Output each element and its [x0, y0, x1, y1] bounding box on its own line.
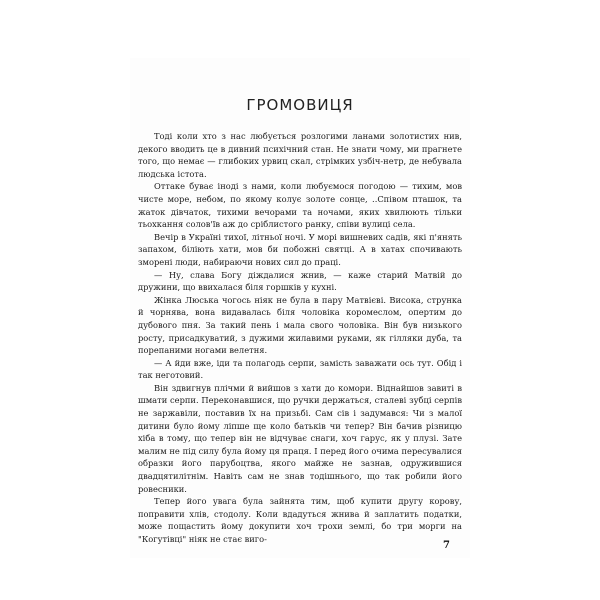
paragraph: — Ну, слава Богу діждалися жнив, — каже старий Матвій до дружини, що ввихалася біля горшків у кухні. — [138, 269, 462, 293]
paragraph: Тоді коли хто з нас любується розлогими ланами золотистих нив, декого вводить це в дивний психічний стан. Не знати чому, ми прагнете того, що немає — глибоких урвиц скал, стрімких узбіч-нетр, де небувала людська істота. — [138, 131, 462, 179]
page-number: 7 — [443, 540, 450, 551]
paragraph: Вечір в Україні тихої, літньої ночі. У морі вишневих садів, які п'янять запахом, біліють хати, мов би побожні святці. А в хатах спочивають зморені люди, набираючи нових сил до праці. — [138, 231, 462, 267]
paragraph: Тепер його увага була зайнята тим, щоб купити другу корову, поправити хлів, стодолу. Коли вдадуться жнива й заплатить податки, може пощастить йому докупити хоч трохи землі, бо три морги на "Когутівці" ніяк не стає виго- — [138, 496, 462, 544]
paragraph: — А йди вже, іди та полагодь серпи, замість заважати ось тут. Обід і так неготовий. — [138, 357, 462, 381]
paragraph: Він здвигнув плічми й вийшов з хати до комори. Віднайшов завиті в шмати серпи. Переконавшися, що ручки держаться, сталеві зубці серпів не заржавіли, поставив їх на призьбі. Сам сів і задумався: Чи з малої дитини було йому ліпше ще коло батьків чи тепер? Він бачив різницю хіба в тому, що тепер він не відчуває снаги, хоч гарус, як у плузі. Зате малим не під силу була йому ця праця. І перед його очима пересувалися образки його парубоцтва, якого майже не зазнав, одружившися двадцятилітнім. Навіть сам не знав тодішнього, що так робили його ровесники. — [138, 382, 462, 494]
chapter-title: ГРОМОВИЦЯ — [246, 96, 354, 114]
paragraph: Жінка Люська чогось ніяк не була в пару Матвієві. Висока, струнка й чорнява, вона видавалась біля чоловіка коромеслом, опертим до дубового пня. За такий пень і мала свого чоловіка. Він був низького росту, присадкуватий, з дужими жилавими руками, як гілляки дуба, та порепаними ногами велетня. — [138, 294, 462, 356]
paragraph: Оттаке буває іноді з нами, коли любуємося погодою — тихим, мов чисте море, небом, по якому колує золоте сонце, ..Співом пташок, та жаток дівчаток, тихими вечорами та ночами, яких хвилюють тільки тьохкання солов'їв аж до сріблистого ранку, співи вулиці села. — [138, 181, 462, 230]
body-text — [138, 130, 462, 546]
book-page — [130, 58, 470, 558]
